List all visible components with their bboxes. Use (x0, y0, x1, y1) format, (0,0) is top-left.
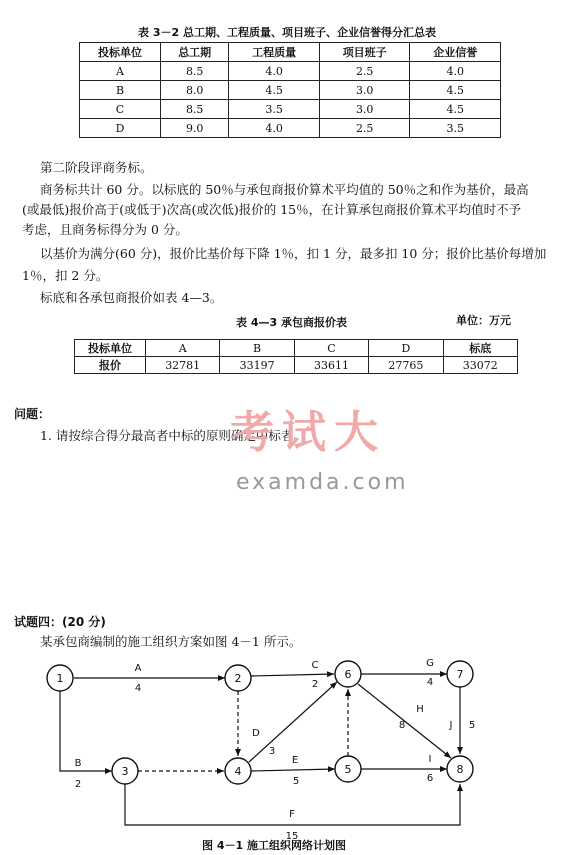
activity-duration: 8 (398, 720, 406, 731)
activity-duration: 2 (311, 679, 319, 690)
table-cell: 8.0 (161, 81, 229, 100)
activity-name: B (74, 758, 82, 769)
activity-duration: 4 (426, 677, 434, 688)
activity-name: A (134, 663, 142, 674)
table1-header: 投标单位 (80, 43, 161, 62)
table-cell: 3.5 (410, 119, 501, 138)
table-cell: 4.0 (229, 62, 320, 81)
table-row (80, 100, 501, 119)
network-diagram (0, 650, 586, 855)
node-label: 4 (234, 765, 242, 778)
watermark-url: examda.com (236, 470, 409, 495)
table2-header: C (294, 340, 368, 357)
activity-name: F (289, 809, 295, 820)
paragraph-line: 以基价为满分(60 分)，报价比基价每下降 1％，扣 1 分，最多扣 10 分；报价比基价每增加 (40, 246, 547, 261)
paragraph-line: 商务标共计 60 分。以标底的 50％与承包商报价算术平均值的 50％之和作为基价，最高 (40, 182, 529, 197)
table1-header: 项目班子 (319, 43, 410, 62)
node-label: 3 (121, 765, 129, 778)
paragraph-line: 1％，扣 2 分。 (22, 268, 109, 283)
arrow-b (60, 691, 112, 771)
table-cell: 2.5 (319, 62, 410, 81)
table-cell: 4.0 (410, 62, 501, 81)
table1-header: 企业信誉 (410, 43, 501, 62)
table1-header: 工程质量 (229, 43, 320, 62)
unit-label: 单位：万元 (456, 314, 511, 327)
table-cell: 32781 (146, 357, 220, 374)
table-cell: 2.5 (319, 119, 410, 138)
table-cell: 3.5 (229, 100, 320, 119)
table-cell: 4.5 (410, 81, 501, 100)
table2-header: D (369, 340, 443, 357)
table-cell: 27765 (369, 357, 443, 374)
activity-duration: 3 (268, 746, 276, 757)
table2-header: 标底 (443, 340, 517, 357)
score-summary-table (79, 42, 501, 138)
table-row (75, 357, 518, 374)
activity-duration: 5 (468, 720, 476, 731)
question-item: 1. 请按综合得分最高者中标的原则确定中标者。 (40, 428, 306, 443)
arrow-e (251, 769, 335, 771)
table-cell: C (80, 100, 161, 119)
table-cell: 33611 (294, 357, 368, 374)
figure-caption: 图 4－1 施工组织网络计划图 (202, 839, 346, 852)
activity-name: G (426, 658, 434, 669)
activity-name: J (449, 720, 453, 731)
table-cell: 4.5 (229, 81, 320, 100)
table-cell: A (80, 62, 161, 81)
arrow-d (249, 682, 337, 762)
table-cell: 报价 (75, 357, 146, 374)
activity-duration: 5 (292, 776, 300, 787)
table1-header: 总工期 (161, 43, 229, 62)
table2-caption: 表 4—3 承包商报价表 (236, 316, 347, 329)
activity-name: H (416, 704, 424, 715)
problem-intro: 某承包商编制的施工组织方案如图 4－1 所示。 (40, 634, 302, 649)
activity-duration: 6 (426, 773, 434, 784)
arrow-c (251, 674, 334, 676)
activity-name: D (252, 728, 260, 739)
table-cell: 8.5 (161, 100, 229, 119)
node-label: 8 (456, 763, 464, 776)
question-title: 问题： (14, 407, 51, 421)
node-label: 6 (344, 668, 352, 681)
watermark-logo: 考试大 (230, 407, 386, 458)
table-cell: 3.0 (319, 100, 410, 119)
activity-name: C (311, 660, 319, 671)
table-cell: 4.0 (229, 119, 320, 138)
paragraph-line: 标底和各承包商报价如表 4—3。 (40, 290, 223, 305)
activity-duration: 4 (134, 683, 142, 694)
table-row (80, 81, 501, 100)
table-cell: 9.0 (161, 119, 229, 138)
table-cell: 3.0 (319, 81, 410, 100)
activity-name: I (428, 754, 432, 765)
table-cell: D (80, 119, 161, 138)
node-label: 2 (234, 672, 242, 685)
node-label: 1 (56, 672, 64, 685)
problem-title: 试题四：(20 分) (14, 615, 106, 629)
table2-header: B (220, 340, 294, 357)
table-row (80, 119, 501, 138)
activity-duration: 15 (285, 831, 299, 842)
activity-name: E (291, 755, 299, 766)
table-cell: 33072 (443, 357, 517, 374)
table-cell: B (80, 81, 161, 100)
table-cell: 33197 (220, 357, 294, 374)
table2-header: A (146, 340, 220, 357)
table1-caption: 表 3－2 总工期、工程质量、项目班子、企业信誉得分汇总表 (138, 26, 436, 39)
paragraph-line: (或最低)报价高于(或低于)次高(或次低)报价的 15％，在计算承包商报价算术平均值时不予 (22, 202, 522, 217)
table2-header: 投标单位 (75, 340, 146, 357)
table-cell: 8.5 (161, 62, 229, 81)
table-row (80, 62, 501, 81)
table-cell: 4.5 (410, 100, 501, 119)
paragraph-line: 考虑，且商务标得分为 0 分。 (22, 222, 188, 237)
node-label: 5 (344, 763, 352, 776)
node-label: 7 (456, 668, 464, 681)
bid-price-table (74, 339, 518, 374)
activity-duration: 2 (74, 779, 82, 790)
section-heading: 第二阶段评商务标。 (40, 160, 153, 175)
